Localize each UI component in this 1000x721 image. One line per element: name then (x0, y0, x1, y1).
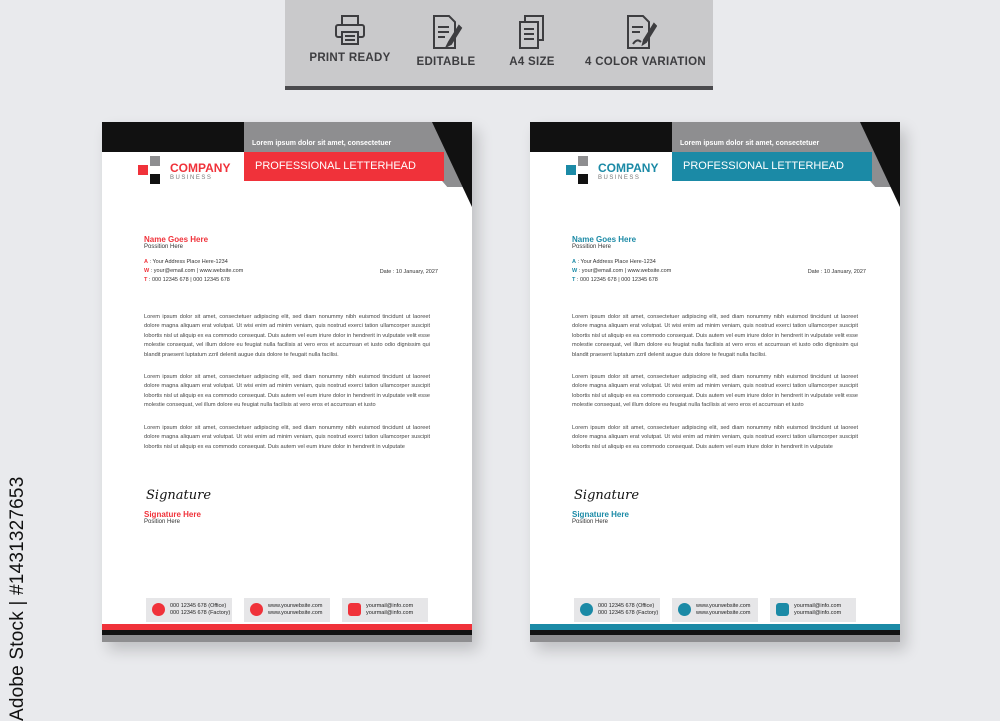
address-line: A : Your Address Place Here-1234 (572, 259, 656, 265)
feature-a4-size (477, 14, 587, 68)
pen-document-icon (623, 14, 657, 50)
feature-label: EDITABLE (416, 56, 476, 68)
signature-position: Position Here (144, 519, 181, 525)
company-subtitle: BUSINESS (598, 175, 641, 181)
tel-line: T : 000 12345 678 | 000 12345 678 (144, 277, 230, 283)
footer-grey-line (102, 635, 472, 642)
feature-bar (285, 0, 713, 90)
footer-phone-box: 000 12345 678 (Office) 000 12345 678 (Factory) (574, 598, 660, 622)
body-paragraph: Lorem ipsum dolor sit amet, consectetuer adipiscing elit, sed diam nonummy nibh euismod tincidunt ut laoreet dolore magna aliquam erat volutpat. Ut wisi enim ad minim veniam, quis nostrud exerci tation ullamcorper suscipit lobortis nisl ut aliquip ex ea commodo consequat. Duis autem vel eum iriure dolor in hendrerit in vulputate velit esse molestie consequat, vel illum dolore eu feugiat nulla facilisis at vero eros et accumsan et iusto odio dignissim qui blandit praesent luptatum zzril delenit augue duis dolore te feugait nulla facilisi. (144, 314, 430, 358)
mail-icon (776, 603, 789, 616)
feature-label: 4 COLOR VARIATION (585, 56, 706, 68)
header-tagline: Lorem ipsum dolor sit amet, consectetuer (680, 140, 820, 147)
printer-icon (333, 14, 367, 46)
signature-script: Signature (574, 488, 640, 503)
letterhead-red (102, 122, 472, 642)
body-paragraph: Lorem ipsum dolor sit amet, consectetuer adipiscing elit, sed diam nonummy nibh euismod tincidunt ut laoreet dolore magna aliquam erat volutpat. Ut wisi enim ad minim veniam, quis nostrud exerci tation ullamcorper suscipit lobortis nisl ut aliquip ex ea commodo consequat. Duis autem vel eum iriure dolor in hendrerit in vulputate velit esse molestie consequat, vel illum dolore eu feugiat nulla facilisis at vero eros et accumsan et iusto odio dignissim qui blandit praesent luptatum zzril delenit augue duis dolore te feugait nulla facilisi. (572, 314, 858, 358)
stock-watermark-text: Adobe Stock | #1431327653 (7, 476, 28, 721)
letterhead-blue (530, 122, 900, 642)
header-tagline: Lorem ipsum dolor sit amet, consectetuer (252, 140, 392, 147)
recipient-name: Name Goes Here (572, 235, 637, 244)
address-line: A : Your Address Place Here-1234 (144, 259, 228, 265)
tel-line: T : 000 12345 678 | 000 12345 678 (572, 277, 658, 283)
phone-icon (580, 603, 593, 616)
feature-print-ready (295, 14, 405, 64)
footer-mail-box: yourmail@info.com yourmail@info.com (342, 598, 428, 622)
feature-label: PRINT READY (309, 52, 391, 64)
body-paragraph: Lorem ipsum dolor sit amet, consectetuer adipiscing elit, sed diam nonummy nibh euismod tincidunt ut laoreet dolore magna aliquam erat volutpat. Ut wisi enim ad minim veniam, quis nostrud exerci tation ullamcorper suscipit lobortis nisl ut aliquip ex ea commodo consequat. Duis autem vel eum iriure dolor in hendrerit in vulputate velit esse molestie consequat, vel illum dolore eu feugiat nulla facilisis at vero eros et accumsan et iusto (144, 374, 430, 409)
edit-document-icon (429, 14, 463, 50)
letterhead-title: PROFESSIONAL LETTERHEAD (255, 160, 416, 172)
recipient-position: Possition Here (144, 244, 184, 250)
feature-4-color-variation (585, 14, 706, 68)
company-subtitle: BUSINESS (170, 175, 213, 181)
letter-date: Date : 10 January, 2027 (807, 269, 866, 275)
globe-icon (678, 603, 691, 616)
phone-icon (152, 603, 165, 616)
body-paragraph: Lorem ipsum dolor sit amet, consectetuer adipiscing elit, sed diam nonummy nibh euismod tincidunt ut laoreet dolore magna aliquam erat volutpat. Ut wisi enim ad minim veniam, quis nostrud exerci tation ullamcorper suscipit lobortis nisl ut aliquip ex ea commodo consequat. Duis autem vel eum iriure dolor in hendrerit in vulputate velit esse molestie consequat, vel illum dolore eu feugiat nulla facilisis at vero eros et accumsan et iusto (572, 374, 858, 409)
signature-name: Signature Here (144, 510, 201, 519)
letter-date: Date : 10 January, 2027 (379, 269, 438, 275)
signature-script: Signature (146, 488, 212, 503)
body-paragraph: Lorem ipsum dolor sit amet, consectetuer adipiscing elit, sed diam nonummy nibh euismod tincidunt ut laoreet dolore magna aliquam erat volutpat. Ut wisi enim ad minim veniam, quis nostrud exerci tation ullamcorper suscipit lobortis nisl ut aliquip ex ea commodo consequat. Duis autem vel eum iriure dolor in hendrerit in vulputate (572, 425, 858, 450)
footer-grey-line (530, 635, 900, 642)
web-line: W : your@email.com | www.website.com (572, 268, 672, 274)
company-logo (138, 156, 170, 186)
company-name: COMPANY (598, 161, 659, 175)
company-name: COMPANY (170, 161, 231, 175)
signature-position: Position Here (572, 519, 609, 525)
footer-mail-box: yourmail@info.com yourmail@info.com (770, 598, 856, 622)
recipient-position: Possition Here (572, 244, 612, 250)
pages-icon (515, 14, 549, 50)
title-banner (672, 152, 872, 181)
body-paragraph: Lorem ipsum dolor sit amet, consectetuer adipiscing elit, sed diam nonummy nibh euismod tincidunt ut laoreet dolore magna aliquam erat volutpat. Ut wisi enim ad minim veniam, quis nostrud exerci tation ullamcorper suscipit lobortis nisl ut aliquip ex ea commodo consequat. Duis autem vel eum iriure dolor in hendrerit in vulputate (144, 425, 430, 450)
mail-icon (348, 603, 361, 616)
recipient-name: Name Goes Here (144, 235, 209, 244)
globe-icon (250, 603, 263, 616)
title-banner (244, 152, 444, 181)
footer-web-box: www.yourwebsite.com www.yourwebsite.com (244, 598, 330, 622)
feature-label: A4 SIZE (509, 56, 555, 68)
letterhead-title: PROFESSIONAL LETTERHEAD (683, 160, 844, 172)
footer-phone-box: 000 12345 678 (Office) 000 12345 678 (Factory) (146, 598, 232, 622)
web-line: W : your@email.com | www.website.com (144, 268, 244, 274)
footer-web-box: www.yourwebsite.com www.yourwebsite.com (672, 598, 758, 622)
company-logo (566, 156, 598, 186)
signature-name: Signature Here (572, 510, 629, 519)
